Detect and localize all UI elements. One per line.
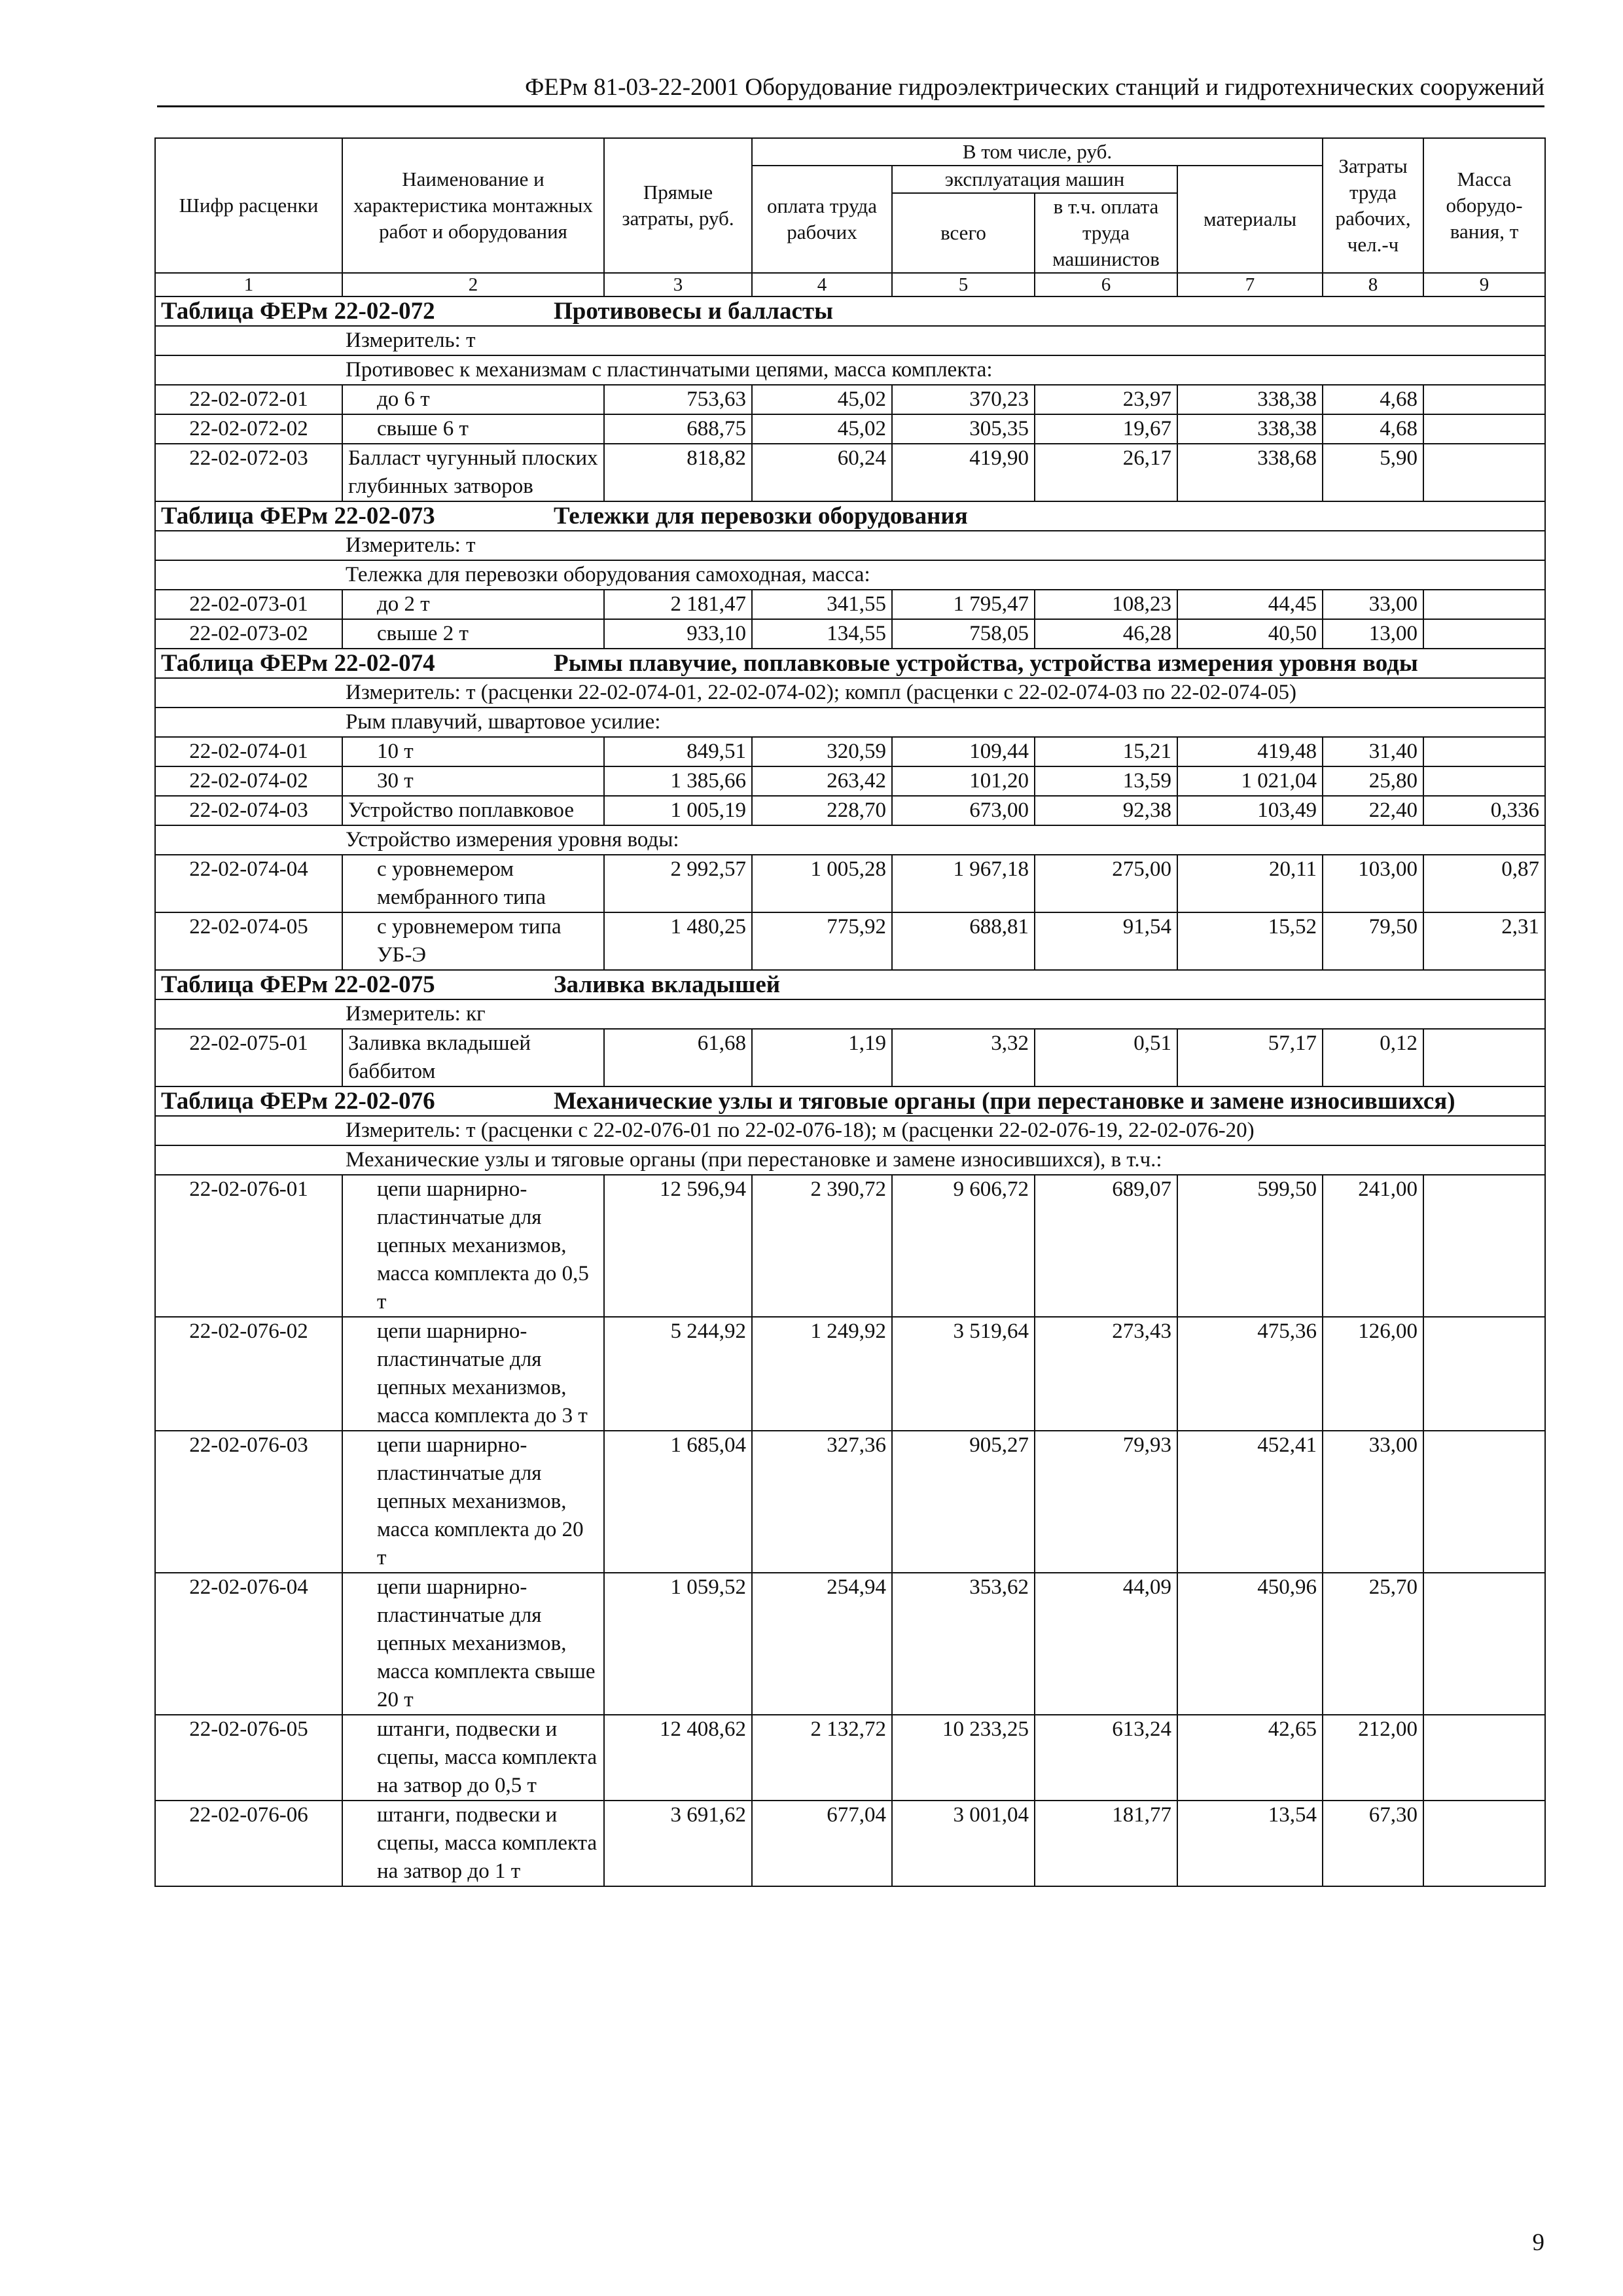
col-direct-header: Прямые затраты, руб. bbox=[604, 138, 752, 273]
table-row bbox=[155, 855, 1545, 912]
subtitle-line: Устройство измерения уровня воды: bbox=[155, 825, 1545, 855]
work-name: штанги, подвески и сцепы, масса комплекта на затвор до 1 т bbox=[342, 1801, 604, 1886]
col-number: 6 bbox=[1035, 273, 1177, 296]
rate-code: 22-02-076-03 bbox=[155, 1431, 342, 1573]
direct-cost: 3 691,62 bbox=[604, 1801, 752, 1886]
machinist-pay: 273,43 bbox=[1035, 1317, 1177, 1431]
work-name: цепи шарнирно-пластинчатые для цепных механизмов, масса комплекта до 3 т bbox=[342, 1317, 604, 1431]
machinist-pay: 15,21 bbox=[1035, 737, 1177, 766]
section-title: Рымы плавучие, поплавковые устройства, устройства измерения уровня воды bbox=[554, 650, 1418, 677]
machinist-pay: 92,38 bbox=[1035, 796, 1177, 825]
section-heading bbox=[155, 649, 1545, 678]
equipment-mass: 2,31 bbox=[1423, 912, 1545, 970]
measure-line-row bbox=[155, 1116, 1545, 1145]
labor-hours: 33,00 bbox=[1323, 1431, 1423, 1573]
equipment-mass bbox=[1423, 414, 1545, 444]
work-name: до 6 т bbox=[342, 385, 604, 414]
direct-cost: 1 480,25 bbox=[604, 912, 752, 970]
direct-cost: 849,51 bbox=[604, 737, 752, 766]
labor-hours: 4,68 bbox=[1323, 414, 1423, 444]
rate-code: 22-02-076-05 bbox=[155, 1715, 342, 1801]
work-name: свыше 6 т bbox=[342, 414, 604, 444]
subtitle-line-row bbox=[155, 560, 1545, 590]
materials-cost: 419,48 bbox=[1177, 737, 1323, 766]
labor-hours: 126,00 bbox=[1323, 1317, 1423, 1431]
col-machinist-header: в т.ч. оплата труда машинистов bbox=[1035, 193, 1177, 273]
work-name: Устройство поплавковое bbox=[342, 796, 604, 825]
table-row bbox=[155, 1573, 1545, 1715]
machines-total: 305,35 bbox=[892, 414, 1035, 444]
measure-line: Измеритель: т (расценки с 22-02-076-01 по 22-02-076-18); м (расценки 22-02-076-19, 22-02-076-20) bbox=[155, 1116, 1545, 1145]
direct-cost: 1 385,66 bbox=[604, 766, 752, 796]
equipment-mass bbox=[1423, 1573, 1545, 1715]
col-machines-header: эксплуатация машин bbox=[892, 166, 1177, 193]
table-row bbox=[155, 385, 1545, 414]
rate-code: 22-02-072-01 bbox=[155, 385, 342, 414]
measure-line-row bbox=[155, 678, 1545, 708]
materials-cost: 338,68 bbox=[1177, 444, 1323, 501]
subtitle-line: Механические узлы и тяговые органы (при перестановке и замене износившихся), в т.ч.: bbox=[155, 1145, 1545, 1175]
machinist-pay: 79,93 bbox=[1035, 1431, 1177, 1573]
work-name: Заливка вкладышей баббитом bbox=[342, 1029, 604, 1086]
col-number: 1 bbox=[155, 273, 342, 296]
direct-cost: 1 685,04 bbox=[604, 1431, 752, 1573]
col-total-header: всего bbox=[892, 193, 1035, 273]
machines-total: 101,20 bbox=[892, 766, 1035, 796]
equipment-mass bbox=[1423, 1317, 1545, 1431]
machines-total: 353,62 bbox=[892, 1573, 1035, 1715]
table-row bbox=[155, 414, 1545, 444]
price-table bbox=[154, 137, 1546, 1887]
labor-hours: 212,00 bbox=[1323, 1715, 1423, 1801]
equipment-mass bbox=[1423, 1715, 1545, 1801]
materials-cost: 57,17 bbox=[1177, 1029, 1323, 1086]
work-name: 30 т bbox=[342, 766, 604, 796]
col-number: 8 bbox=[1323, 273, 1423, 296]
equipment-mass: 0,87 bbox=[1423, 855, 1545, 912]
measure-line: Измеритель: кг bbox=[155, 999, 1545, 1029]
materials-cost: 452,41 bbox=[1177, 1431, 1323, 1573]
section-code: Таблица ФЕРм 22-02-073 bbox=[161, 503, 435, 529]
subtitle-line: Противовес к механизмам с пластинчатыми цепями, масса комплекта: bbox=[155, 355, 1545, 385]
section-title: Заливка вкладышей bbox=[554, 971, 781, 998]
col-materials-header: материалы bbox=[1177, 166, 1323, 273]
subtitle-line-row bbox=[155, 1145, 1545, 1175]
equipment-mass bbox=[1423, 1029, 1545, 1086]
materials-cost: 40,50 bbox=[1177, 619, 1323, 649]
table-row bbox=[155, 1175, 1545, 1317]
machinist-pay: 181,77 bbox=[1035, 1801, 1177, 1886]
work-name: цепи шарнирно-пластинчатые для цепных механизмов, масса комплекта до 20 т bbox=[342, 1431, 604, 1573]
rate-code: 22-02-074-02 bbox=[155, 766, 342, 796]
table-row bbox=[155, 1715, 1545, 1801]
labor-pay: 2 390,72 bbox=[752, 1175, 892, 1317]
direct-cost: 2 992,57 bbox=[604, 855, 752, 912]
labor-pay: 60,24 bbox=[752, 444, 892, 501]
materials-cost: 450,96 bbox=[1177, 1573, 1323, 1715]
equipment-mass bbox=[1423, 737, 1545, 766]
rate-code: 22-02-072-03 bbox=[155, 444, 342, 501]
subtitle-line: Рым плавучий, швартовое усилие: bbox=[155, 708, 1545, 737]
col-number: 9 bbox=[1423, 273, 1545, 296]
col-number: 2 bbox=[342, 273, 604, 296]
section-code: Таблица ФЕРм 22-02-074 bbox=[161, 650, 435, 677]
rate-code: 22-02-075-01 bbox=[155, 1029, 342, 1086]
work-name: до 2 т bbox=[342, 590, 604, 619]
section-title-row bbox=[155, 970, 1545, 999]
col-name-header: Наименование и характеристика монтажных работ и оборудования bbox=[342, 138, 604, 273]
work-name: штанги, подвески и сцепы, масса комплекта на затвор до 0,5 т bbox=[342, 1715, 604, 1801]
section-title: Противовесы и балласты bbox=[554, 298, 833, 325]
section-heading bbox=[155, 296, 1545, 326]
machines-total: 1 967,18 bbox=[892, 855, 1035, 912]
rate-code: 22-02-076-06 bbox=[155, 1801, 342, 1886]
table-row bbox=[155, 590, 1545, 619]
direct-cost: 12 408,62 bbox=[604, 1715, 752, 1801]
labor-pay: 45,02 bbox=[752, 385, 892, 414]
machines-total: 9 606,72 bbox=[892, 1175, 1035, 1317]
direct-cost: 1 005,19 bbox=[604, 796, 752, 825]
machinist-pay: 689,07 bbox=[1035, 1175, 1177, 1317]
machinist-pay: 0,51 bbox=[1035, 1029, 1177, 1086]
col-code-header: Шифр расценки bbox=[155, 138, 342, 273]
measure-line-row bbox=[155, 999, 1545, 1029]
machines-total: 370,23 bbox=[892, 385, 1035, 414]
materials-cost: 13,54 bbox=[1177, 1801, 1323, 1886]
materials-cost: 599,50 bbox=[1177, 1175, 1323, 1317]
col-mass-header: Масса оборудо-вания, т bbox=[1423, 138, 1545, 273]
work-name: цепи шарнирно-пластинчатые для цепных механизмов, масса комплекта до 0,5 т bbox=[342, 1175, 604, 1317]
table-row bbox=[155, 1029, 1545, 1086]
subtitle-line-row bbox=[155, 355, 1545, 385]
col-number: 5 bbox=[892, 273, 1035, 296]
col-incl-header: В том числе, руб. bbox=[752, 138, 1323, 166]
machines-total: 3 001,04 bbox=[892, 1801, 1035, 1886]
labor-hours: 79,50 bbox=[1323, 912, 1423, 970]
equipment-mass: 0,336 bbox=[1423, 796, 1545, 825]
labor-pay: 254,94 bbox=[752, 1573, 892, 1715]
table-row bbox=[155, 766, 1545, 796]
labor-hours: 4,68 bbox=[1323, 385, 1423, 414]
labor-hours: 5,90 bbox=[1323, 444, 1423, 501]
col-labor-header: оплата труда рабочих bbox=[752, 166, 892, 273]
equipment-mass bbox=[1423, 619, 1545, 649]
equipment-mass bbox=[1423, 766, 1545, 796]
machinist-pay: 23,97 bbox=[1035, 385, 1177, 414]
section-title-row bbox=[155, 649, 1545, 678]
section-heading bbox=[155, 1086, 1545, 1116]
measure-line-row bbox=[155, 531, 1545, 560]
machines-total: 3 519,64 bbox=[892, 1317, 1035, 1431]
labor-hours: 241,00 bbox=[1323, 1175, 1423, 1317]
direct-cost: 753,63 bbox=[604, 385, 752, 414]
machines-total: 688,81 bbox=[892, 912, 1035, 970]
machines-total: 419,90 bbox=[892, 444, 1035, 501]
col-number: 4 bbox=[752, 273, 892, 296]
materials-cost: 338,38 bbox=[1177, 414, 1323, 444]
table-row bbox=[155, 796, 1545, 825]
materials-cost: 103,49 bbox=[1177, 796, 1323, 825]
rate-code: 22-02-074-05 bbox=[155, 912, 342, 970]
labor-pay: 775,92 bbox=[752, 912, 892, 970]
equipment-mass bbox=[1423, 444, 1545, 501]
labor-pay: 45,02 bbox=[752, 414, 892, 444]
labor-hours: 67,30 bbox=[1323, 1801, 1423, 1886]
rate-code: 22-02-074-04 bbox=[155, 855, 342, 912]
measure-line: Измеритель: т bbox=[155, 326, 1545, 355]
machinist-pay: 26,17 bbox=[1035, 444, 1177, 501]
materials-cost: 42,65 bbox=[1177, 1715, 1323, 1801]
machines-total: 905,27 bbox=[892, 1431, 1035, 1573]
work-name: с уровнемером типа УБ-Э bbox=[342, 912, 604, 970]
labor-hours: 22,40 bbox=[1323, 796, 1423, 825]
table-row bbox=[155, 1431, 1545, 1573]
materials-cost: 1 021,04 bbox=[1177, 766, 1323, 796]
labor-pay: 134,55 bbox=[752, 619, 892, 649]
equipment-mass bbox=[1423, 1431, 1545, 1573]
direct-cost: 818,82 bbox=[604, 444, 752, 501]
labor-hours: 25,70 bbox=[1323, 1573, 1423, 1715]
direct-cost: 688,75 bbox=[604, 414, 752, 444]
labor-hours: 0,12 bbox=[1323, 1029, 1423, 1086]
direct-cost: 2 181,47 bbox=[604, 590, 752, 619]
labor-pay: 677,04 bbox=[752, 1801, 892, 1886]
rate-code: 22-02-076-01 bbox=[155, 1175, 342, 1317]
labor-hours: 33,00 bbox=[1323, 590, 1423, 619]
labor-pay: 1 005,28 bbox=[752, 855, 892, 912]
table-row bbox=[155, 912, 1545, 970]
work-name: Балласт чугунный плоских глубинных затворов bbox=[342, 444, 604, 501]
machines-total: 10 233,25 bbox=[892, 1715, 1035, 1801]
equipment-mass bbox=[1423, 1175, 1545, 1317]
subtitle-line: Тележка для перевозки оборудования самоходная, масса: bbox=[155, 560, 1545, 590]
equipment-mass bbox=[1423, 385, 1545, 414]
machines-total: 109,44 bbox=[892, 737, 1035, 766]
measure-line: Измеритель: т (расценки 22-02-074-01, 22-02-074-02); компл (расценки с 22-02-074-03 по 22-02-074-05) bbox=[155, 678, 1545, 708]
section-heading bbox=[155, 501, 1545, 531]
labor-pay: 320,59 bbox=[752, 737, 892, 766]
section-title: Тележки для перевозки оборудования bbox=[554, 503, 968, 529]
section-code: Таблица ФЕРм 22-02-075 bbox=[161, 971, 435, 998]
direct-cost: 933,10 bbox=[604, 619, 752, 649]
rate-code: 22-02-073-01 bbox=[155, 590, 342, 619]
labor-hours: 103,00 bbox=[1323, 855, 1423, 912]
measure-line: Измеритель: т bbox=[155, 531, 1545, 560]
section-code: Таблица ФЕРм 22-02-072 bbox=[161, 298, 435, 325]
machinist-pay: 91,54 bbox=[1035, 912, 1177, 970]
machines-total: 758,05 bbox=[892, 619, 1035, 649]
direct-cost: 5 244,92 bbox=[604, 1317, 752, 1431]
machinist-pay: 108,23 bbox=[1035, 590, 1177, 619]
machinist-pay: 44,09 bbox=[1035, 1573, 1177, 1715]
work-name: с уровнемером мембранного типа bbox=[342, 855, 604, 912]
rate-code: 22-02-076-04 bbox=[155, 1573, 342, 1715]
work-name: 10 т bbox=[342, 737, 604, 766]
machinist-pay: 613,24 bbox=[1035, 1715, 1177, 1801]
equipment-mass bbox=[1423, 590, 1545, 619]
machinist-pay: 19,67 bbox=[1035, 414, 1177, 444]
section-title-row bbox=[155, 296, 1545, 326]
machines-total: 1 795,47 bbox=[892, 590, 1035, 619]
labor-pay: 1 249,92 bbox=[752, 1317, 892, 1431]
rate-code: 22-02-074-03 bbox=[155, 796, 342, 825]
subtitle-line-row bbox=[155, 708, 1545, 737]
materials-cost: 15,52 bbox=[1177, 912, 1323, 970]
table-row bbox=[155, 444, 1545, 501]
col-number: 3 bbox=[604, 273, 752, 296]
labor-pay: 2 132,72 bbox=[752, 1715, 892, 1801]
materials-cost: 338,38 bbox=[1177, 385, 1323, 414]
labor-hours: 25,80 bbox=[1323, 766, 1423, 796]
materials-cost: 475,36 bbox=[1177, 1317, 1323, 1431]
table-header bbox=[155, 138, 1545, 296]
section-title: Механические узлы и тяговые органы (при перестановке и замене износившихся) bbox=[554, 1088, 1455, 1115]
page-number: 9 bbox=[1532, 2229, 1544, 2256]
direct-cost: 12 596,94 bbox=[604, 1175, 752, 1317]
machinist-pay: 46,28 bbox=[1035, 619, 1177, 649]
labor-hours: 31,40 bbox=[1323, 737, 1423, 766]
equipment-mass bbox=[1423, 1801, 1545, 1886]
rate-code: 22-02-072-02 bbox=[155, 414, 342, 444]
materials-cost: 44,45 bbox=[1177, 590, 1323, 619]
labor-pay: 1,19 bbox=[752, 1029, 892, 1086]
section-title-row bbox=[155, 1086, 1545, 1116]
col-number: 7 bbox=[1177, 273, 1323, 296]
labor-hours: 13,00 bbox=[1323, 619, 1423, 649]
labor-pay: 341,55 bbox=[752, 590, 892, 619]
labor-pay: 263,42 bbox=[752, 766, 892, 796]
machines-total: 3,32 bbox=[892, 1029, 1035, 1086]
machinist-pay: 275,00 bbox=[1035, 855, 1177, 912]
table-row bbox=[155, 619, 1545, 649]
measure-line-row bbox=[155, 326, 1545, 355]
materials-cost: 20,11 bbox=[1177, 855, 1323, 912]
direct-cost: 1 059,52 bbox=[604, 1573, 752, 1715]
column-numbers-row bbox=[155, 273, 1545, 296]
col-hours-header: Затраты труда рабочих, чел.-ч bbox=[1323, 138, 1423, 273]
page-header: ФЕРм 81-03-22-2001 Оборудование гидроэлектрических станций и гидротехнических сооружений bbox=[157, 73, 1544, 107]
table-row bbox=[155, 737, 1545, 766]
machinist-pay: 13,59 bbox=[1035, 766, 1177, 796]
section-heading bbox=[155, 970, 1545, 999]
section-code: Таблица ФЕРм 22-02-076 bbox=[161, 1088, 435, 1115]
direct-cost: 61,68 bbox=[604, 1029, 752, 1086]
labor-pay: 228,70 bbox=[752, 796, 892, 825]
subtitle-line-row bbox=[155, 825, 1545, 855]
rate-code: 22-02-076-02 bbox=[155, 1317, 342, 1431]
section-title-row bbox=[155, 501, 1545, 531]
work-name: цепи шарнирно-пластинчатые для цепных механизмов, масса комплекта свыше 20 т bbox=[342, 1573, 604, 1715]
table-row bbox=[155, 1317, 1545, 1431]
rate-code: 22-02-074-01 bbox=[155, 737, 342, 766]
table-body bbox=[155, 296, 1545, 1886]
work-name: свыше 2 т bbox=[342, 619, 604, 649]
labor-pay: 327,36 bbox=[752, 1431, 892, 1573]
rate-code: 22-02-073-02 bbox=[155, 619, 342, 649]
machines-total: 673,00 bbox=[892, 796, 1035, 825]
table-row bbox=[155, 1801, 1545, 1886]
